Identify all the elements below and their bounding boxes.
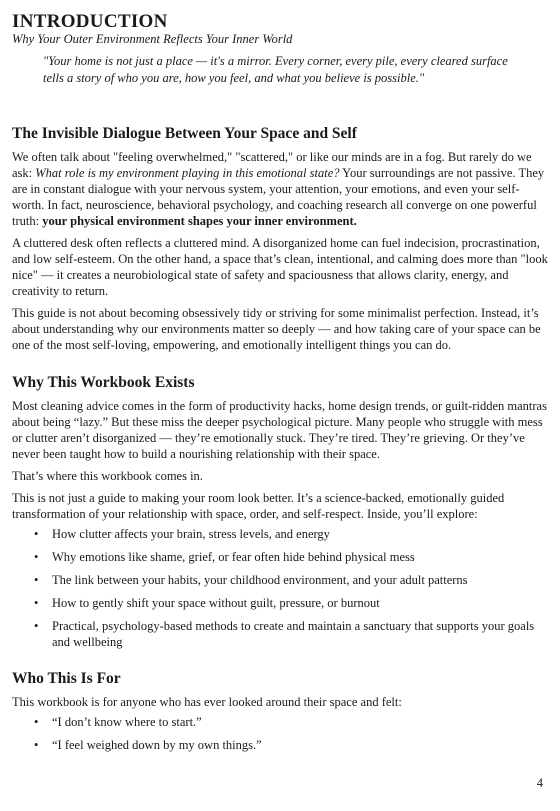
- page-number: 4: [536, 776, 543, 790]
- page-subtitle: Why Your Outer Environment Reflects Your Inner World: [12, 32, 293, 46]
- section-heading-who: Who This Is For: [12, 670, 121, 687]
- bullet-icon: •: [34, 573, 39, 587]
- paragraph: [12, 149, 548, 229]
- strong-text: your physical environment shapes your inner environment.: [42, 214, 357, 228]
- text-run: We often talk about "feeling overwhelmed," "scattered," or like our minds are in a fog. But rarely do we ask:: [12, 150, 532, 180]
- page-title: INTRODUCTION: [12, 11, 168, 32]
- bullet-icon: •: [34, 550, 39, 564]
- bullet-icon: •: [34, 738, 39, 752]
- bullet-list-feelings: [12, 714, 548, 753]
- list-item-text: Why emotions like shame, grief, or fear often hide behind physical mess: [52, 550, 415, 564]
- bullet-icon: •: [34, 619, 39, 633]
- epigraph-quote: "Your home is not just a place — it's a mirror. Every corner, every pile, every cleared surface tells a story of who you are, how you feel, and what you believe is possible.": [43, 54, 508, 85]
- paragraph: This workbook is for anyone who has ever looked around their space and felt:: [12, 695, 402, 709]
- paragraph: Most cleaning advice comes in the form of productivity hacks, home design trends, or guilt-ridden mantras about being “lazy.” But these miss the deeper psychological picture. Many people who struggle with mess or clutter aren’t disorganized — they’re emotionally stuck. They’re tired. They’re grieving. Or they’ve never been taught how to build a nourishing relationship with their space.: [12, 399, 547, 461]
- paragraph: A cluttered desk often reflects a cluttered mind. A disorganized home can fuel indecision, procrastination, and low self-esteem. On the other hand, a space that’s clean, intentional, and calming does more than "look nice" — it creates a neurobiological state of safety and spaciousness that allows clarity, energy, and creativity to return.: [12, 236, 548, 298]
- paragraph: This guide is not about becoming obsessively tidy or striving for some minimalist perfection. Instead, it’s about understanding why our environments matter so deeply — and how taking care of your space can be one of the most self-loving, empowering, and emotionally intelligent things you can do.: [12, 306, 541, 352]
- paragraph: This is not just a guide to making your room look better. It’s a science-backed, emotionally guided transformation of your relationship with space, order, and self-respect. Inside, you’ll explore:: [12, 491, 505, 521]
- list-item: [12, 737, 548, 753]
- bullet-icon: •: [34, 527, 39, 541]
- emphasis-text: What role is my environment playing in this emotional state?: [35, 166, 340, 180]
- bullet-icon: •: [34, 596, 39, 610]
- bullet-list-explore: [12, 526, 548, 650]
- bullet-icon: •: [34, 715, 39, 729]
- text-run: Your surroundings are not passive. They are in constant dialogue with your nervous system, your attention, your emotions, and even your self-worth. In fact, neuroscience, behavioral psychology, and coaching research all converge on one powerful truth:: [12, 166, 545, 228]
- list-item-text: Practical, psychology-based methods to create and maintain a sanctuary that supports your goals and wellbeing: [52, 619, 535, 649]
- list-item: [12, 618, 548, 650]
- list-item-text: How clutter affects your brain, stress levels, and energy: [52, 527, 330, 541]
- list-item-text: The link between your habits, your childhood environment, and your adult patterns: [52, 573, 468, 587]
- list-item: [12, 549, 548, 565]
- list-item-text: “I feel weighed down by my own things.”: [52, 738, 262, 752]
- list-item: [12, 526, 548, 542]
- paragraph: That’s where this workbook comes in.: [12, 469, 203, 483]
- list-item-text: “I don’t know where to start.”: [52, 715, 202, 729]
- section-heading-dialogue: The Invisible Dialogue Between Your Space and Self: [12, 125, 357, 142]
- list-item: [12, 595, 548, 611]
- section-heading-why: Why This Workbook Exists: [12, 374, 195, 391]
- list-item-text: How to gently shift your space without guilt, pressure, or burnout: [52, 596, 380, 610]
- list-item: [12, 714, 548, 730]
- list-item: [12, 572, 548, 588]
